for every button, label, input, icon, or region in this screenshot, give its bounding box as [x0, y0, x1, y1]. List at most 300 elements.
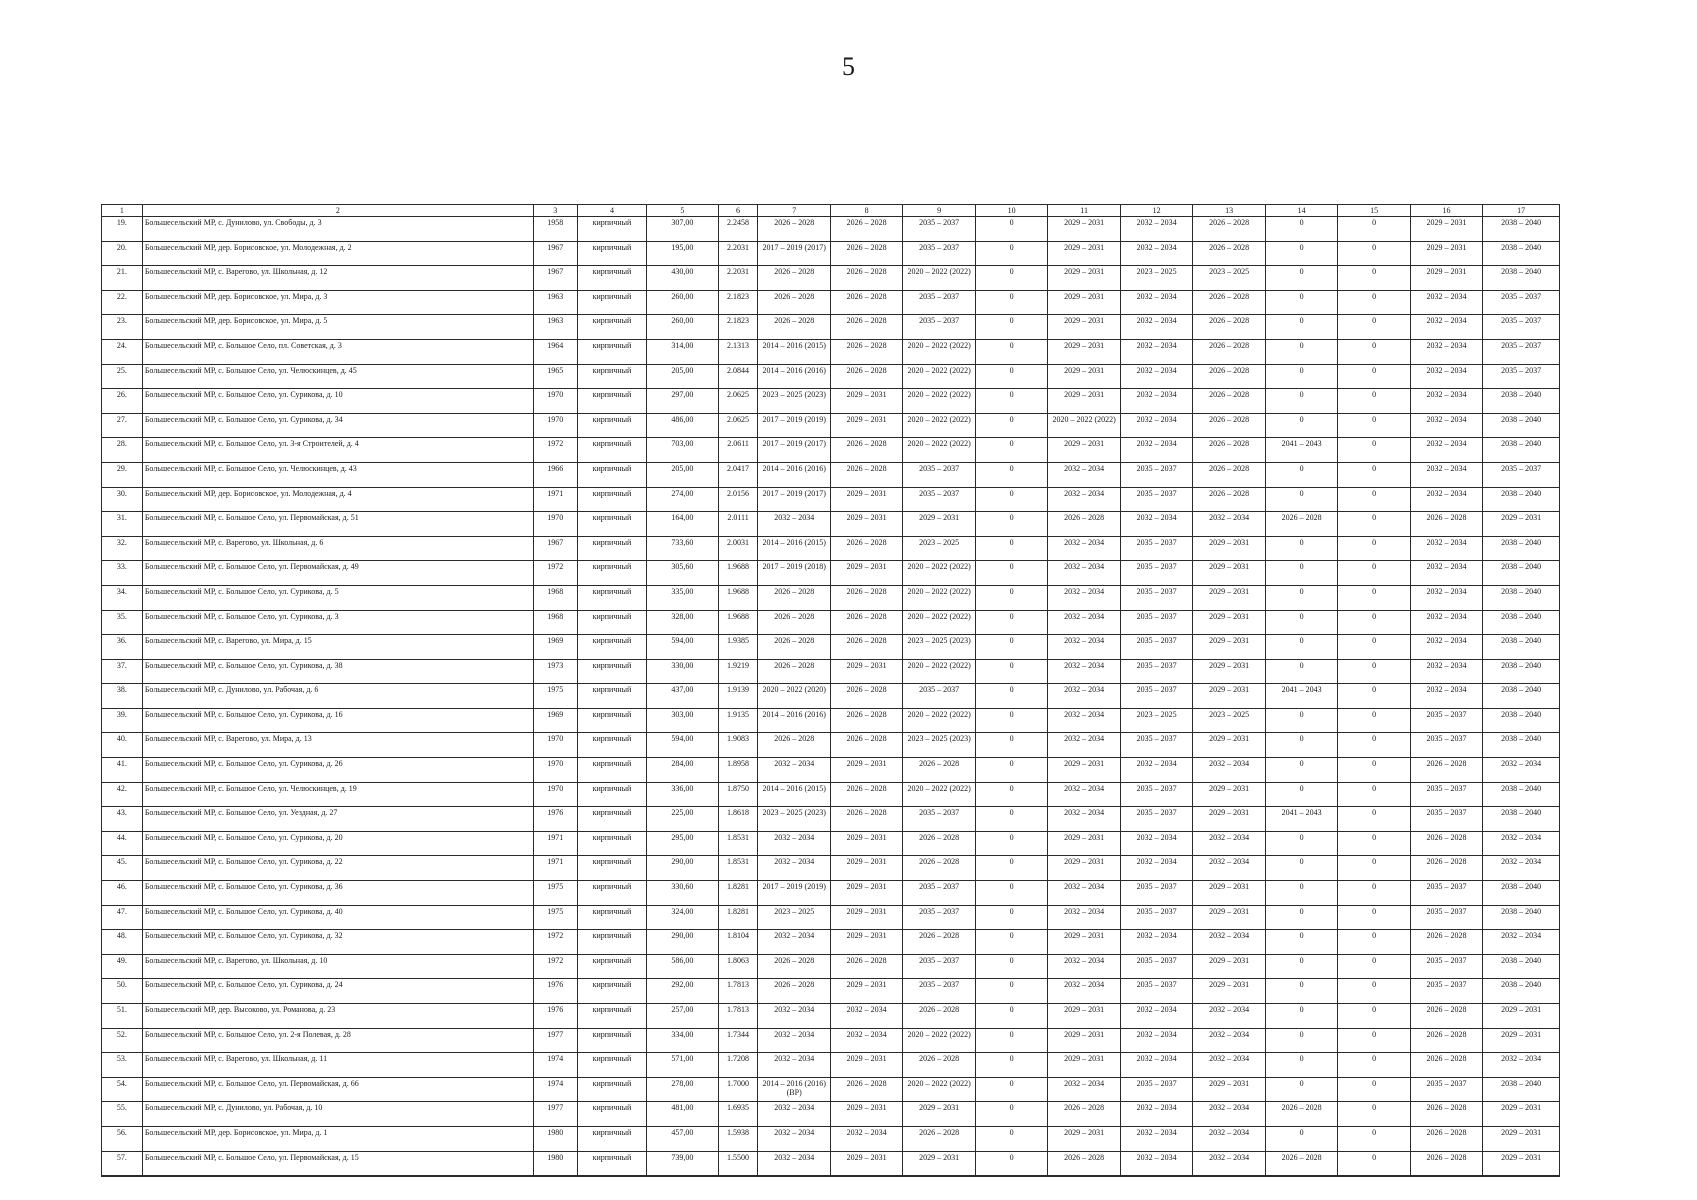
column-header-17: 17	[1483, 205, 1560, 217]
table-cell: 1976	[533, 979, 577, 1004]
table-cell: кирпичный	[577, 266, 646, 291]
table-cell: 2032 – 2034	[758, 1102, 830, 1127]
table-cell: 2020 – 2022 (2022)	[903, 708, 975, 733]
table-cell: 2029 – 2031	[1048, 339, 1120, 364]
table-cell: Большесельский МР, с. Большое Село, ул. Сурикова, д. 24	[142, 979, 533, 1004]
table-cell: 0	[1338, 512, 1410, 537]
table-cell: 2032 – 2034	[1193, 1053, 1265, 1078]
table-cell: 28.	[102, 438, 143, 463]
table-cell: 2029 – 2031	[1410, 241, 1482, 266]
table-cell: 2032 – 2034	[1120, 413, 1192, 438]
table-cell: 1.9688	[718, 585, 758, 610]
table-cell: 225,00	[647, 807, 718, 832]
table-cell: 2029 – 2031	[903, 512, 975, 537]
table-cell: 1971	[533, 856, 577, 881]
table-cell: 2032 – 2034	[830, 1126, 902, 1151]
table-cell: 2032 – 2034	[1048, 610, 1120, 635]
table-row	[102, 1102, 1560, 1127]
table-cell: 0	[975, 684, 1047, 709]
table-cell: 2020 – 2022 (2022)	[903, 610, 975, 635]
table-cell: кирпичный	[577, 1028, 646, 1053]
table-cell: 1.7000	[718, 1077, 758, 1102]
table-cell: 2026 – 2028	[758, 290, 830, 315]
table-cell: 1.8281	[718, 881, 758, 906]
table-cell: 0	[975, 954, 1047, 979]
table-cell: Большесельский МР, с. Варегово, ул. Школьная, д. 12	[142, 266, 533, 291]
table-cell: 2017 – 2019 (2017)	[758, 438, 830, 463]
table-cell: 2038 – 2040	[1483, 536, 1560, 561]
table-cell: 0	[1265, 413, 1337, 438]
table-row	[102, 930, 1560, 955]
table-cell: 0	[1338, 1151, 1410, 1176]
table-cell: 2035 – 2037	[903, 315, 975, 340]
schedule-table	[101, 204, 1560, 1177]
table-cell: 2.1823	[718, 315, 758, 340]
table-cell: 2035 – 2037	[1410, 807, 1482, 832]
table-cell: кирпичный	[577, 1126, 646, 1151]
table-cell: 457,00	[647, 1126, 718, 1151]
table-cell: 1980	[533, 1126, 577, 1151]
table-cell: 2029 – 2031	[1048, 389, 1120, 414]
table-cell: 2032 – 2034	[1048, 462, 1120, 487]
table-cell: 2020 – 2022 (2022)	[903, 413, 975, 438]
table-cell: 36.	[102, 635, 143, 660]
table-cell: 2.0625	[718, 413, 758, 438]
table-cell: 1975	[533, 684, 577, 709]
table-cell: 1972	[533, 438, 577, 463]
table-cell: кирпичный	[577, 758, 646, 783]
table-cell: 2032 – 2034	[1410, 487, 1482, 512]
table-cell: 2029 – 2031	[830, 856, 902, 881]
table-cell: 1976	[533, 807, 577, 832]
table-cell: 1969	[533, 708, 577, 733]
table-cell: 2035 – 2037	[1483, 364, 1560, 389]
table-cell: 1965	[533, 364, 577, 389]
table-cell: 2023 – 2025 (2023)	[758, 389, 830, 414]
table-cell: 164,00	[647, 512, 718, 537]
table-cell: 2026 – 2028	[1410, 1053, 1482, 1078]
table-cell: 0	[1338, 438, 1410, 463]
table-cell: 2032 – 2034	[1120, 1028, 1192, 1053]
table-cell: 2023 – 2025	[1193, 266, 1265, 291]
table-cell: 2026 – 2028	[903, 758, 975, 783]
table-cell: 2038 – 2040	[1483, 708, 1560, 733]
table-cell: Большесельский МР, с. Варегово, ул. Школьная, д. 11	[142, 1053, 533, 1078]
table-cell: 2032 – 2034	[1048, 979, 1120, 1004]
table-cell: 2041 – 2043	[1265, 807, 1337, 832]
table-cell: 2041 – 2043	[1265, 684, 1337, 709]
table-cell: кирпичный	[577, 684, 646, 709]
table-row	[102, 536, 1560, 561]
table-cell: 2035 – 2037	[1120, 561, 1192, 586]
table-cell: 2.1823	[718, 290, 758, 315]
table-cell: 2035 – 2037	[1120, 807, 1192, 832]
table-cell: 2038 – 2040	[1483, 733, 1560, 758]
table-cell: кирпичный	[577, 807, 646, 832]
table-cell: 2032 – 2034	[1410, 684, 1482, 709]
table-cell: Большесельский МР, с. Большое Село, ул. Первомайская, д. 49	[142, 561, 533, 586]
table-cell: 0	[1338, 217, 1410, 242]
table-cell: 2032 – 2034	[758, 1004, 830, 1029]
table-cell: 0	[1338, 831, 1410, 856]
table-cell: 2026 – 2028	[1265, 1151, 1337, 1176]
table-cell: 2029 – 2031	[1048, 930, 1120, 955]
table-cell: 2026 – 2028	[1193, 217, 1265, 242]
table-row	[102, 807, 1560, 832]
table-cell: 0	[975, 315, 1047, 340]
table-row	[102, 905, 1560, 930]
table-cell: 33.	[102, 561, 143, 586]
table-cell: 307,00	[647, 217, 718, 242]
table-cell: Большесельский МР, с. Большое Село, ул. Сурикова, д. 26	[142, 758, 533, 783]
table-cell: 2032 – 2034	[1120, 315, 1192, 340]
table-cell: кирпичный	[577, 782, 646, 807]
table-cell: 2029 – 2031	[1048, 266, 1120, 291]
table-cell: 2032 – 2034	[1120, 831, 1192, 856]
table-cell: 195,00	[647, 241, 718, 266]
table-cell: 0	[1265, 1004, 1337, 1029]
table-cell: 2035 – 2037	[903, 881, 975, 906]
table-cell: 284,00	[647, 758, 718, 783]
table-cell: 2020 – 2022 (2022)	[903, 1028, 975, 1053]
table-cell: 2035 – 2037	[1483, 315, 1560, 340]
table-cell: 2035 – 2037	[903, 290, 975, 315]
table-cell: 2035 – 2037	[1120, 954, 1192, 979]
table-cell: 2026 – 2028	[1193, 241, 1265, 266]
table-cell: 2023 – 2025 (2023)	[903, 733, 975, 758]
table-cell: 2026 – 2028	[758, 954, 830, 979]
table-cell: 2032 – 2034	[1193, 1028, 1265, 1053]
table-row	[102, 241, 1560, 266]
table-cell: 2038 – 2040	[1483, 979, 1560, 1004]
table-cell: 21.	[102, 266, 143, 291]
table-cell: Большесельский МР, с. Варегово, ул. Мира, д. 13	[142, 733, 533, 758]
table-cell: 2026 – 2028	[830, 339, 902, 364]
table-cell: 2023 – 2025	[758, 905, 830, 930]
table-cell: кирпичный	[577, 1053, 646, 1078]
table-cell: 0	[1265, 758, 1337, 783]
table-row	[102, 389, 1560, 414]
table-row	[102, 979, 1560, 1004]
table-cell: 2026 – 2028	[1048, 512, 1120, 537]
table-cell: 0	[1265, 1053, 1337, 1078]
table-cell: 0	[975, 708, 1047, 733]
table-cell: 2026 – 2028	[830, 1077, 902, 1102]
table-cell: 2032 – 2034	[1193, 1126, 1265, 1151]
table-cell: 2020 – 2022 (2022)	[903, 266, 975, 291]
table-cell: 2032 – 2034	[1048, 708, 1120, 733]
table-cell: 1974	[533, 1053, 577, 1078]
table-cell: 2032 – 2034	[1048, 1077, 1120, 1102]
table-cell: 2029 – 2031	[1193, 635, 1265, 660]
table-cell: 594,00	[647, 635, 718, 660]
table-cell: 31.	[102, 512, 143, 537]
table-row	[102, 364, 1560, 389]
table-cell: 1.5938	[718, 1126, 758, 1151]
table-cell: 2026 – 2028	[830, 217, 902, 242]
table-cell: 2029 – 2031	[1048, 1126, 1120, 1151]
table-cell: Большесельский МР, с. Большое Село, ул. 3-я Строителей, д. 4	[142, 438, 533, 463]
table-cell: 303,00	[647, 708, 718, 733]
table-cell: 2023 – 2025	[1120, 266, 1192, 291]
table-cell: 2032 – 2034	[758, 1053, 830, 1078]
table-cell: 0	[975, 585, 1047, 610]
table-cell: 2029 – 2031	[830, 905, 902, 930]
table-cell: Большесельский МР, дер. Борисовское, ул. Мира, д. 1	[142, 1126, 533, 1151]
table-cell: 2035 – 2037	[1410, 782, 1482, 807]
table-cell: 22.	[102, 290, 143, 315]
table-cell: Большесельский МР, с. Варегово, ул. Школьная, д. 10	[142, 954, 533, 979]
table-cell: 0	[975, 610, 1047, 635]
table-cell: 0	[1338, 979, 1410, 1004]
table-cell: 2023 – 2025 (2023)	[903, 635, 975, 660]
table-cell: 2032 – 2034	[1483, 1053, 1560, 1078]
table-cell: 1972	[533, 561, 577, 586]
table-cell: 330,60	[647, 881, 718, 906]
table-cell: Большесельский МР, с. Варегово, ул. Школьная, д. 6	[142, 536, 533, 561]
table-cell: 2038 – 2040	[1483, 585, 1560, 610]
table-cell: 2026 – 2028	[758, 315, 830, 340]
table-cell: 2035 – 2037	[1120, 684, 1192, 709]
table-cell: 2.0417	[718, 462, 758, 487]
table-cell: 2026 – 2028	[830, 684, 902, 709]
table-cell: 2038 – 2040	[1483, 438, 1560, 463]
table-row	[102, 733, 1560, 758]
table-cell: 205,00	[647, 462, 718, 487]
table-cell: 1970	[533, 733, 577, 758]
table-cell: 1968	[533, 610, 577, 635]
table-cell: 2038 – 2040	[1483, 905, 1560, 930]
table-cell: 25.	[102, 364, 143, 389]
column-header-7: 7	[758, 205, 830, 217]
table-row	[102, 684, 1560, 709]
table-cell: 305,60	[647, 561, 718, 586]
table-cell: 2029 – 2031	[1193, 733, 1265, 758]
table-cell: кирпичный	[577, 831, 646, 856]
table-row	[102, 1028, 1560, 1053]
table-cell: 2017 – 2019 (2017)	[758, 241, 830, 266]
table-cell: 2029 – 2031	[1193, 684, 1265, 709]
table-cell: 55.	[102, 1102, 143, 1127]
column-header-10: 10	[975, 205, 1047, 217]
table-cell: 0	[1338, 290, 1410, 315]
table-cell: 2038 – 2040	[1483, 635, 1560, 660]
table-cell: Большесельский МР, с. Большое Село, ул. Челюскинцев, д. 45	[142, 364, 533, 389]
table-cell: 0	[975, 290, 1047, 315]
table-cell: Большесельский МР, дер. Борисовское, ул. Мира, д. 5	[142, 315, 533, 340]
table-cell: 0	[1265, 339, 1337, 364]
table-cell: 2035 – 2037	[1120, 487, 1192, 512]
table-cell: 2038 – 2040	[1483, 561, 1560, 586]
table-cell: 2032 – 2034	[1048, 881, 1120, 906]
table-cell: 0	[1265, 782, 1337, 807]
table-cell: 2035 – 2037	[903, 905, 975, 930]
table-cell: 2029 – 2031	[1048, 241, 1120, 266]
table-cell: 2032 – 2034	[1410, 339, 1482, 364]
table-cell: кирпичный	[577, 487, 646, 512]
table-cell: 2026 – 2028	[1410, 758, 1482, 783]
table-cell: 1958	[533, 217, 577, 242]
table-cell: 2032 – 2034	[1120, 438, 1192, 463]
table-cell: 2029 – 2031	[1048, 1028, 1120, 1053]
table-cell: 2032 – 2034	[1048, 684, 1120, 709]
table-cell: 0	[1265, 659, 1337, 684]
table-cell: 1970	[533, 413, 577, 438]
column-header-11: 11	[1048, 205, 1120, 217]
table-cell: 2029 – 2031	[1193, 585, 1265, 610]
table-cell: 0	[975, 462, 1047, 487]
table-cell: 2029 – 2031	[1048, 1053, 1120, 1078]
table-cell: 2032 – 2034	[758, 856, 830, 881]
table-cell: 48.	[102, 930, 143, 955]
table-cell: 1970	[533, 389, 577, 414]
table-cell: 2035 – 2037	[1410, 954, 1482, 979]
table-cell: 2026 – 2028	[1410, 512, 1482, 537]
table-cell: 1.7344	[718, 1028, 758, 1053]
table-cell: 2026 – 2028	[1410, 856, 1482, 881]
table-cell: 2026 – 2028	[758, 659, 830, 684]
table-cell: 2029 – 2031	[1483, 1028, 1560, 1053]
table-cell: 1.9688	[718, 561, 758, 586]
table-cell: Большесельский МР, дер. Борисовское, ул. Молодежная, д. 2	[142, 241, 533, 266]
table-cell: 2026 – 2028	[758, 733, 830, 758]
table-cell: кирпичный	[577, 1151, 646, 1176]
table-cell: Большесельский МР, с. Дунилово, ул. Свободы, д. 3	[142, 217, 533, 242]
table-cell: 0	[1265, 487, 1337, 512]
table-cell: Большесельский МР, с. Большое Село, ул. Первомайская, д. 66	[142, 1077, 533, 1102]
table-cell: 0	[1338, 1028, 1410, 1053]
table-cell: Большесельский МР, с. Большое Село, ул. Сурикова, д. 40	[142, 905, 533, 930]
table-cell: 2032 – 2034	[1048, 807, 1120, 832]
table-cell: 2029 – 2031	[1193, 881, 1265, 906]
table-cell: 0	[975, 1126, 1047, 1151]
table-cell: кирпичный	[577, 610, 646, 635]
table-cell: 2032 – 2034	[1120, 364, 1192, 389]
table-cell: 2029 – 2031	[1483, 1126, 1560, 1151]
table-cell: 0	[1338, 905, 1410, 930]
table-cell: 2032 – 2034	[1410, 438, 1482, 463]
table-cell: 0	[1265, 1028, 1337, 1053]
table-cell: 42.	[102, 782, 143, 807]
table-cell: кирпичный	[577, 930, 646, 955]
table-cell: 2032 – 2034	[1410, 413, 1482, 438]
table-cell: 2026 – 2028	[758, 585, 830, 610]
table-cell: 2035 – 2037	[1120, 635, 1192, 660]
table-cell: 32.	[102, 536, 143, 561]
table-cell: 0	[1338, 462, 1410, 487]
table-cell: 23.	[102, 315, 143, 340]
table-cell: кирпичный	[577, 290, 646, 315]
table-cell: 2032 – 2034	[1048, 536, 1120, 561]
table-cell: 2026 – 2028	[758, 217, 830, 242]
table-cell: 2026 – 2028	[830, 782, 902, 807]
table-cell: 2032 – 2034	[1410, 659, 1482, 684]
table-cell: 703,00	[647, 438, 718, 463]
table-cell: 2029 – 2031	[1193, 610, 1265, 635]
table-cell: 2014 – 2016 (2016)	[758, 364, 830, 389]
table-cell: 2029 – 2031	[1193, 979, 1265, 1004]
column-header-6: 6	[718, 205, 758, 217]
table-cell: 278,00	[647, 1077, 718, 1102]
table-cell: 0	[1265, 241, 1337, 266]
table-cell: 2020 – 2022 (2022)	[903, 659, 975, 684]
table-cell: 274,00	[647, 487, 718, 512]
table-cell: 2029 – 2031	[1193, 782, 1265, 807]
table-cell: 2035 – 2037	[903, 979, 975, 1004]
table-cell: 2026 – 2028	[1193, 364, 1265, 389]
table-cell: 1969	[533, 635, 577, 660]
column-header-2: 2	[142, 205, 533, 217]
table-cell: Большесельский МР, дер. Борисовское, ул. Молодежная, д. 4	[142, 487, 533, 512]
table-cell: кирпичный	[577, 561, 646, 586]
table-cell: кирпичный	[577, 217, 646, 242]
table-cell: 2029 – 2031	[1193, 807, 1265, 832]
table-cell: кирпичный	[577, 315, 646, 340]
table-cell: 2020 – 2022 (2020)	[758, 684, 830, 709]
table-cell: 1.8531	[718, 856, 758, 881]
table-cell: 2032 – 2034	[1410, 635, 1482, 660]
table-cell: 290,00	[647, 930, 718, 955]
table-cell: 336,00	[647, 782, 718, 807]
table-row	[102, 758, 1560, 783]
table-cell: 0	[1338, 241, 1410, 266]
table-cell: 2032 – 2034	[1410, 290, 1482, 315]
table-cell: 1.8281	[718, 905, 758, 930]
table-cell: 2026 – 2028	[830, 585, 902, 610]
table-cell: 2020 – 2022 (2022)	[903, 364, 975, 389]
table-cell: 0	[975, 561, 1047, 586]
column-header-8: 8	[830, 205, 902, 217]
table-cell: 0	[975, 536, 1047, 561]
table-cell: 2032 – 2034	[1193, 758, 1265, 783]
table-cell: 2032 – 2034	[1193, 831, 1265, 856]
table-cell: 47.	[102, 905, 143, 930]
table-cell: 2029 – 2031	[1048, 364, 1120, 389]
table-cell: 2032 – 2034	[1048, 561, 1120, 586]
table-cell: 0	[1265, 831, 1337, 856]
table-cell: 0	[975, 758, 1047, 783]
table-cell: 0	[1338, 659, 1410, 684]
table-cell: 0	[1338, 782, 1410, 807]
table-cell: 0	[975, 1028, 1047, 1053]
table-cell: 2026 – 2028	[1410, 1126, 1482, 1151]
table-cell: 2038 – 2040	[1483, 610, 1560, 635]
table-cell: 2.0156	[718, 487, 758, 512]
table-cell: 2032 – 2034	[758, 1151, 830, 1176]
table-cell: 2026 – 2028	[830, 536, 902, 561]
table-cell: 2.0031	[718, 536, 758, 561]
table-row	[102, 856, 1560, 881]
table-cell: 0	[1265, 561, 1337, 586]
table-cell: кирпичный	[577, 733, 646, 758]
table-cell: 437,00	[647, 684, 718, 709]
table-cell: 2029 – 2031	[830, 389, 902, 414]
table-cell: 0	[1338, 610, 1410, 635]
table-cell: 2026 – 2028	[1193, 315, 1265, 340]
table-cell: 2032 – 2034	[1410, 561, 1482, 586]
table-cell: 1975	[533, 881, 577, 906]
table-cell: 1.7813	[718, 979, 758, 1004]
table-cell: 0	[975, 438, 1047, 463]
table-cell: 0	[1265, 610, 1337, 635]
table-row	[102, 954, 1560, 979]
table-cell: 430,00	[647, 266, 718, 291]
table-cell: 2032 – 2034	[1410, 364, 1482, 389]
table-cell: 2020 – 2022 (2022)	[903, 782, 975, 807]
table-cell: 0	[975, 930, 1047, 955]
table-cell: 2026 – 2028	[830, 733, 902, 758]
table-cell: 0	[1338, 758, 1410, 783]
